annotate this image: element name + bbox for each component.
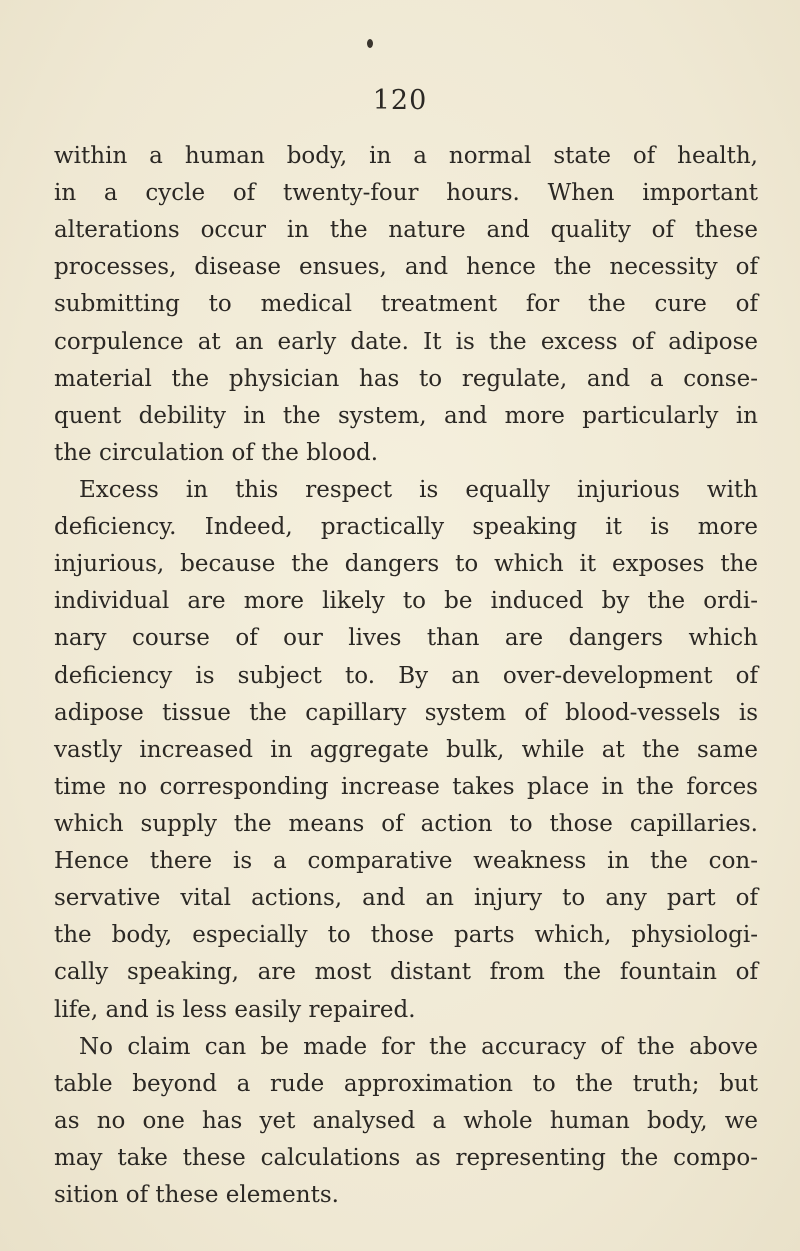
paragraph-start-line: No claim can be made for the accuracy of the above [79, 1033, 758, 1060]
paragraph-end-line: life, and is less easily repaired. [54, 996, 416, 1023]
text-line: adipose tissue the capillary system of blood-vessels is [54, 699, 758, 726]
text-line: corpulence at an early date. It is the excess of adipose [54, 328, 758, 355]
text-line: Hence there is a comparative weakness in the con- [54, 848, 758, 875]
text-line: within a human body, in a normal state of health, [54, 143, 758, 169]
text-line: which supply the means of action to those capillaries. [54, 810, 758, 837]
paragraph-end-line: sition of these elements. [54, 1182, 339, 1209]
text-line: may take these calculations as representing the compo- [54, 1144, 758, 1171]
text-line: as no one has yet analysed a whole human body, we [54, 1107, 758, 1134]
text-line: deficiency is subject to. By an over-development of [54, 662, 758, 689]
page-number: 120 [372, 85, 428, 116]
paragraph-end-line: the circulation of the blood. [54, 439, 378, 466]
text-line: vastly increased in aggregate bulk, while at the same [54, 736, 758, 763]
text-line: time no corresponding increase takes place in the forces [54, 773, 758, 800]
text-line: deficiency. Indeed, practically speaking it is more [54, 514, 758, 541]
text-line: table beyond a rude approximation to the truth; but [54, 1070, 758, 1097]
body-text [54, 138, 758, 1214]
text-line: quent debility in the system, and more particularly in [54, 402, 758, 429]
text-line: submitting to medical treatment for the cure of [54, 291, 758, 318]
text-line: cally speaking, are most distant from the fountain of [54, 959, 758, 986]
paragraph-start-line: Excess in this respect is equally injurious with [79, 476, 758, 503]
text-line: individual are more likely to be induced by the ordi- [54, 588, 758, 615]
text-line: material the physician has to regulate, and a conse- [54, 365, 758, 392]
text-line: nary course of our lives than are dangers which [54, 625, 758, 652]
text-line: the body, especially to those parts which, physiologi- [54, 922, 758, 949]
text-line: alterations occur in the nature and quality of these [54, 217, 758, 244]
text-line: in a cycle of twenty-four hours. When important [54, 180, 758, 207]
text-line: servative vital actions, and an injury to any part of [54, 885, 758, 912]
text-line: processes, disease ensues, and hence the necessity of [54, 254, 758, 281]
ink-speck [367, 39, 373, 48]
text-line: injurious, because the dangers to which it exposes the [54, 551, 758, 578]
